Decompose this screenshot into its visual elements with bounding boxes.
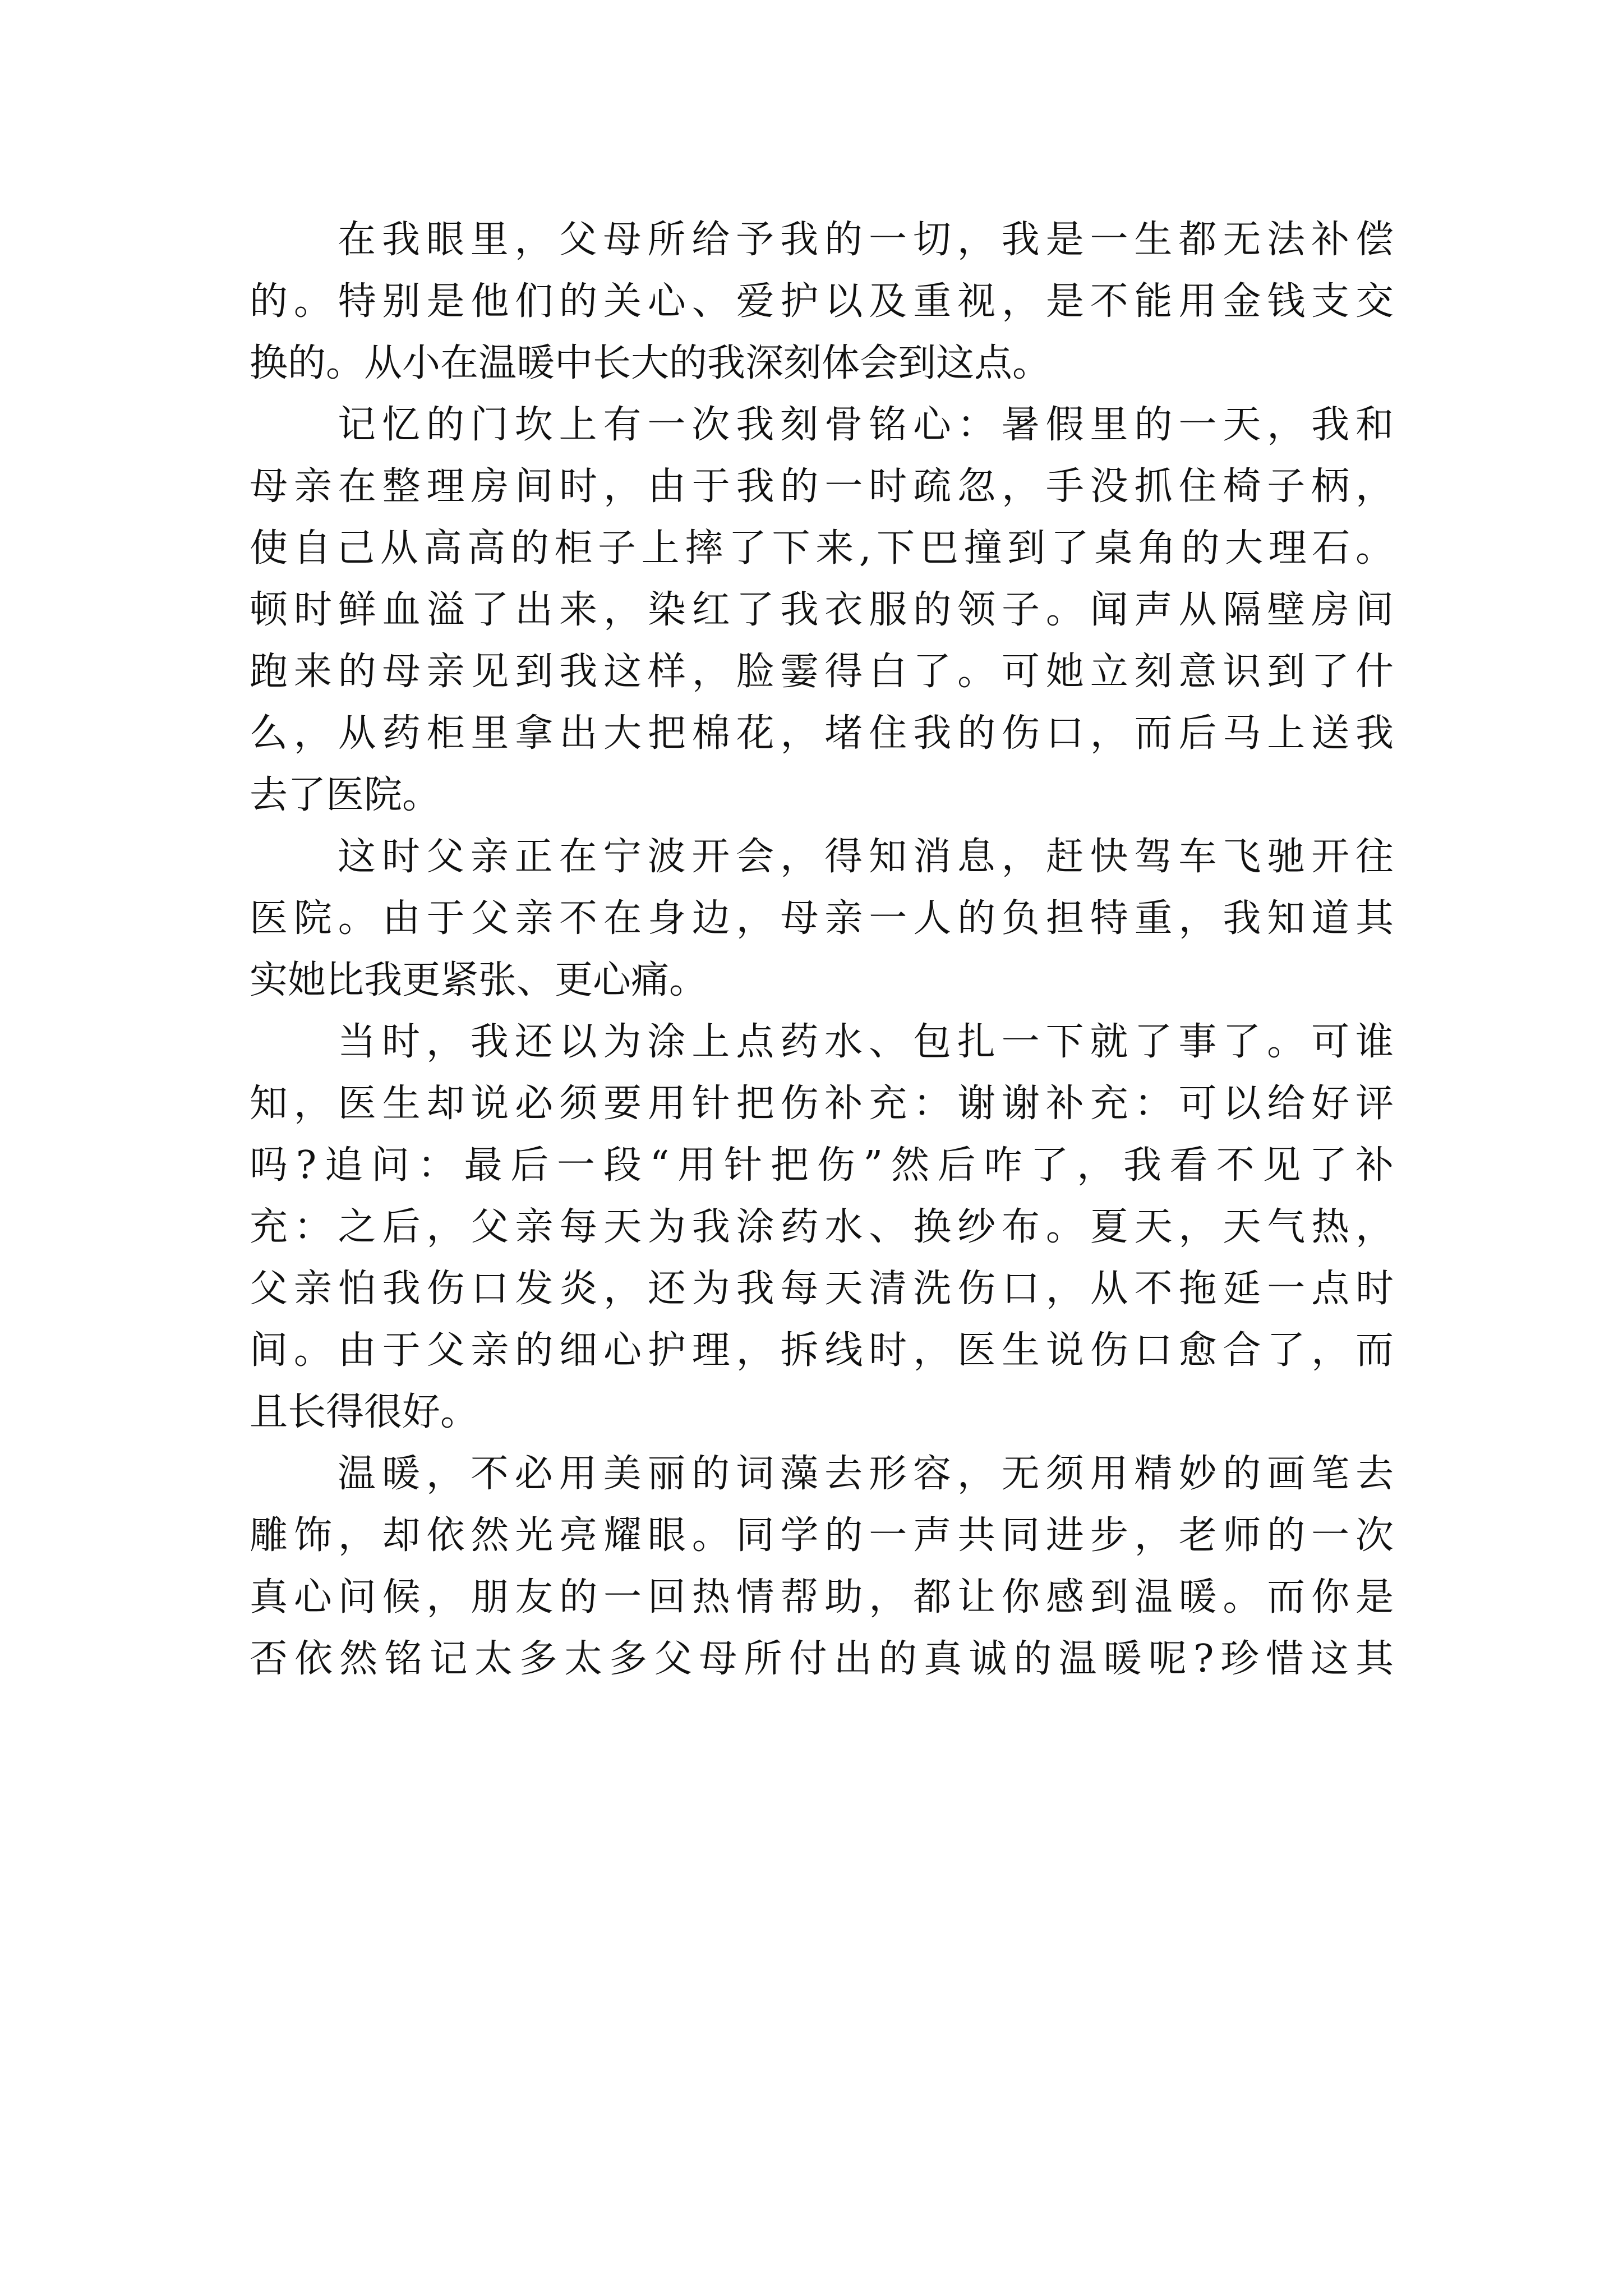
text-line: 跑来的母亲见到我这样，脸霎得白了。可她立刻意识到了什 <box>250 650 1394 694</box>
text-line: 充：之后，父亲每天为我涂药水、换纱布。夏天，天气热， <box>250 1205 1394 1249</box>
text-line: 的。特别是他们的关心、爱护以及重视，是不能用金钱支交 <box>250 279 1394 324</box>
essay-body <box>250 209 1394 1690</box>
text-line: 雕饰，却依然光亮耀眼。同学的一声共同进步，老师的一次 <box>250 1513 1394 1558</box>
text-line: 么，从药柜里拿出大把棉花，堵住我的伤口，而后马上送我 <box>250 711 1394 756</box>
text-line: 去了医院。 <box>250 773 441 817</box>
paragraph-4 <box>250 1011 1394 1443</box>
text-line: 知，医生却说必须要用针把伤补充：谢谢补充：可以给好评 <box>250 1082 1394 1126</box>
text-line: 且长得很好。 <box>250 1390 479 1434</box>
text-line: 真心问候，朋友的一回热情帮助，都让你感到温暖。而你是 <box>250 1575 1394 1619</box>
text-line: 这时父亲正在宁波开会，得知消息，赶快驾车飞驰开往 <box>338 835 1394 879</box>
paragraph-2 <box>250 394 1394 826</box>
paragraph-5 <box>250 1443 1394 1690</box>
text-line: 在我眼里，父母所给予我的一切，我是一生都无法补偿 <box>338 218 1394 262</box>
text-line: 医院。由于父亲不在身边，母亲一人的负担特重，我知道其 <box>250 896 1394 941</box>
text-line: 换的。从小在温暖中长大的我深刻体会到这点。 <box>250 341 1051 385</box>
text-line: 当时，我还以为涂上点药水、包扎一下就了事了。可谁 <box>338 1020 1394 1064</box>
text-line: 间。由于父亲的细心护理，拆线时，医生说伤口愈合了，而 <box>250 1328 1394 1373</box>
text-line: 记忆的门坎上有一次我刻骨铭心：暑假里的一天，我和 <box>338 403 1394 447</box>
text-line: 父亲怕我伤口发炎，还为我每天清洗伤口，从不拖延一点时 <box>250 1267 1394 1311</box>
paragraph-3 <box>250 826 1394 1011</box>
text-line: 温暖，不必用美丽的词藻去形容，无须用精妙的画笔去 <box>338 1452 1394 1496</box>
text-line: 顿时鲜血溢了出来，染红了我衣服的领子。闻声从隔壁房间 <box>250 588 1394 632</box>
text-line: 使自己从高高的柜子上摔了下来,下巴撞到了桌角的大理石。 <box>250 526 1394 570</box>
text-line: 否依然铭记太多太多父母所付出的真诚的温暖呢?珍惜这其 <box>250 1637 1394 1681</box>
text-line: 吗?追问：最后一段“用针把伤”然后咋了，我看不见了补 <box>250 1143 1394 1188</box>
text-line: 实她比我更紧张、更心痛。 <box>250 958 708 1002</box>
paragraph-1 <box>250 209 1394 394</box>
text-line: 母亲在整理房间时，由于我的一时疏忽，手没抓住椅子柄， <box>250 464 1394 509</box>
